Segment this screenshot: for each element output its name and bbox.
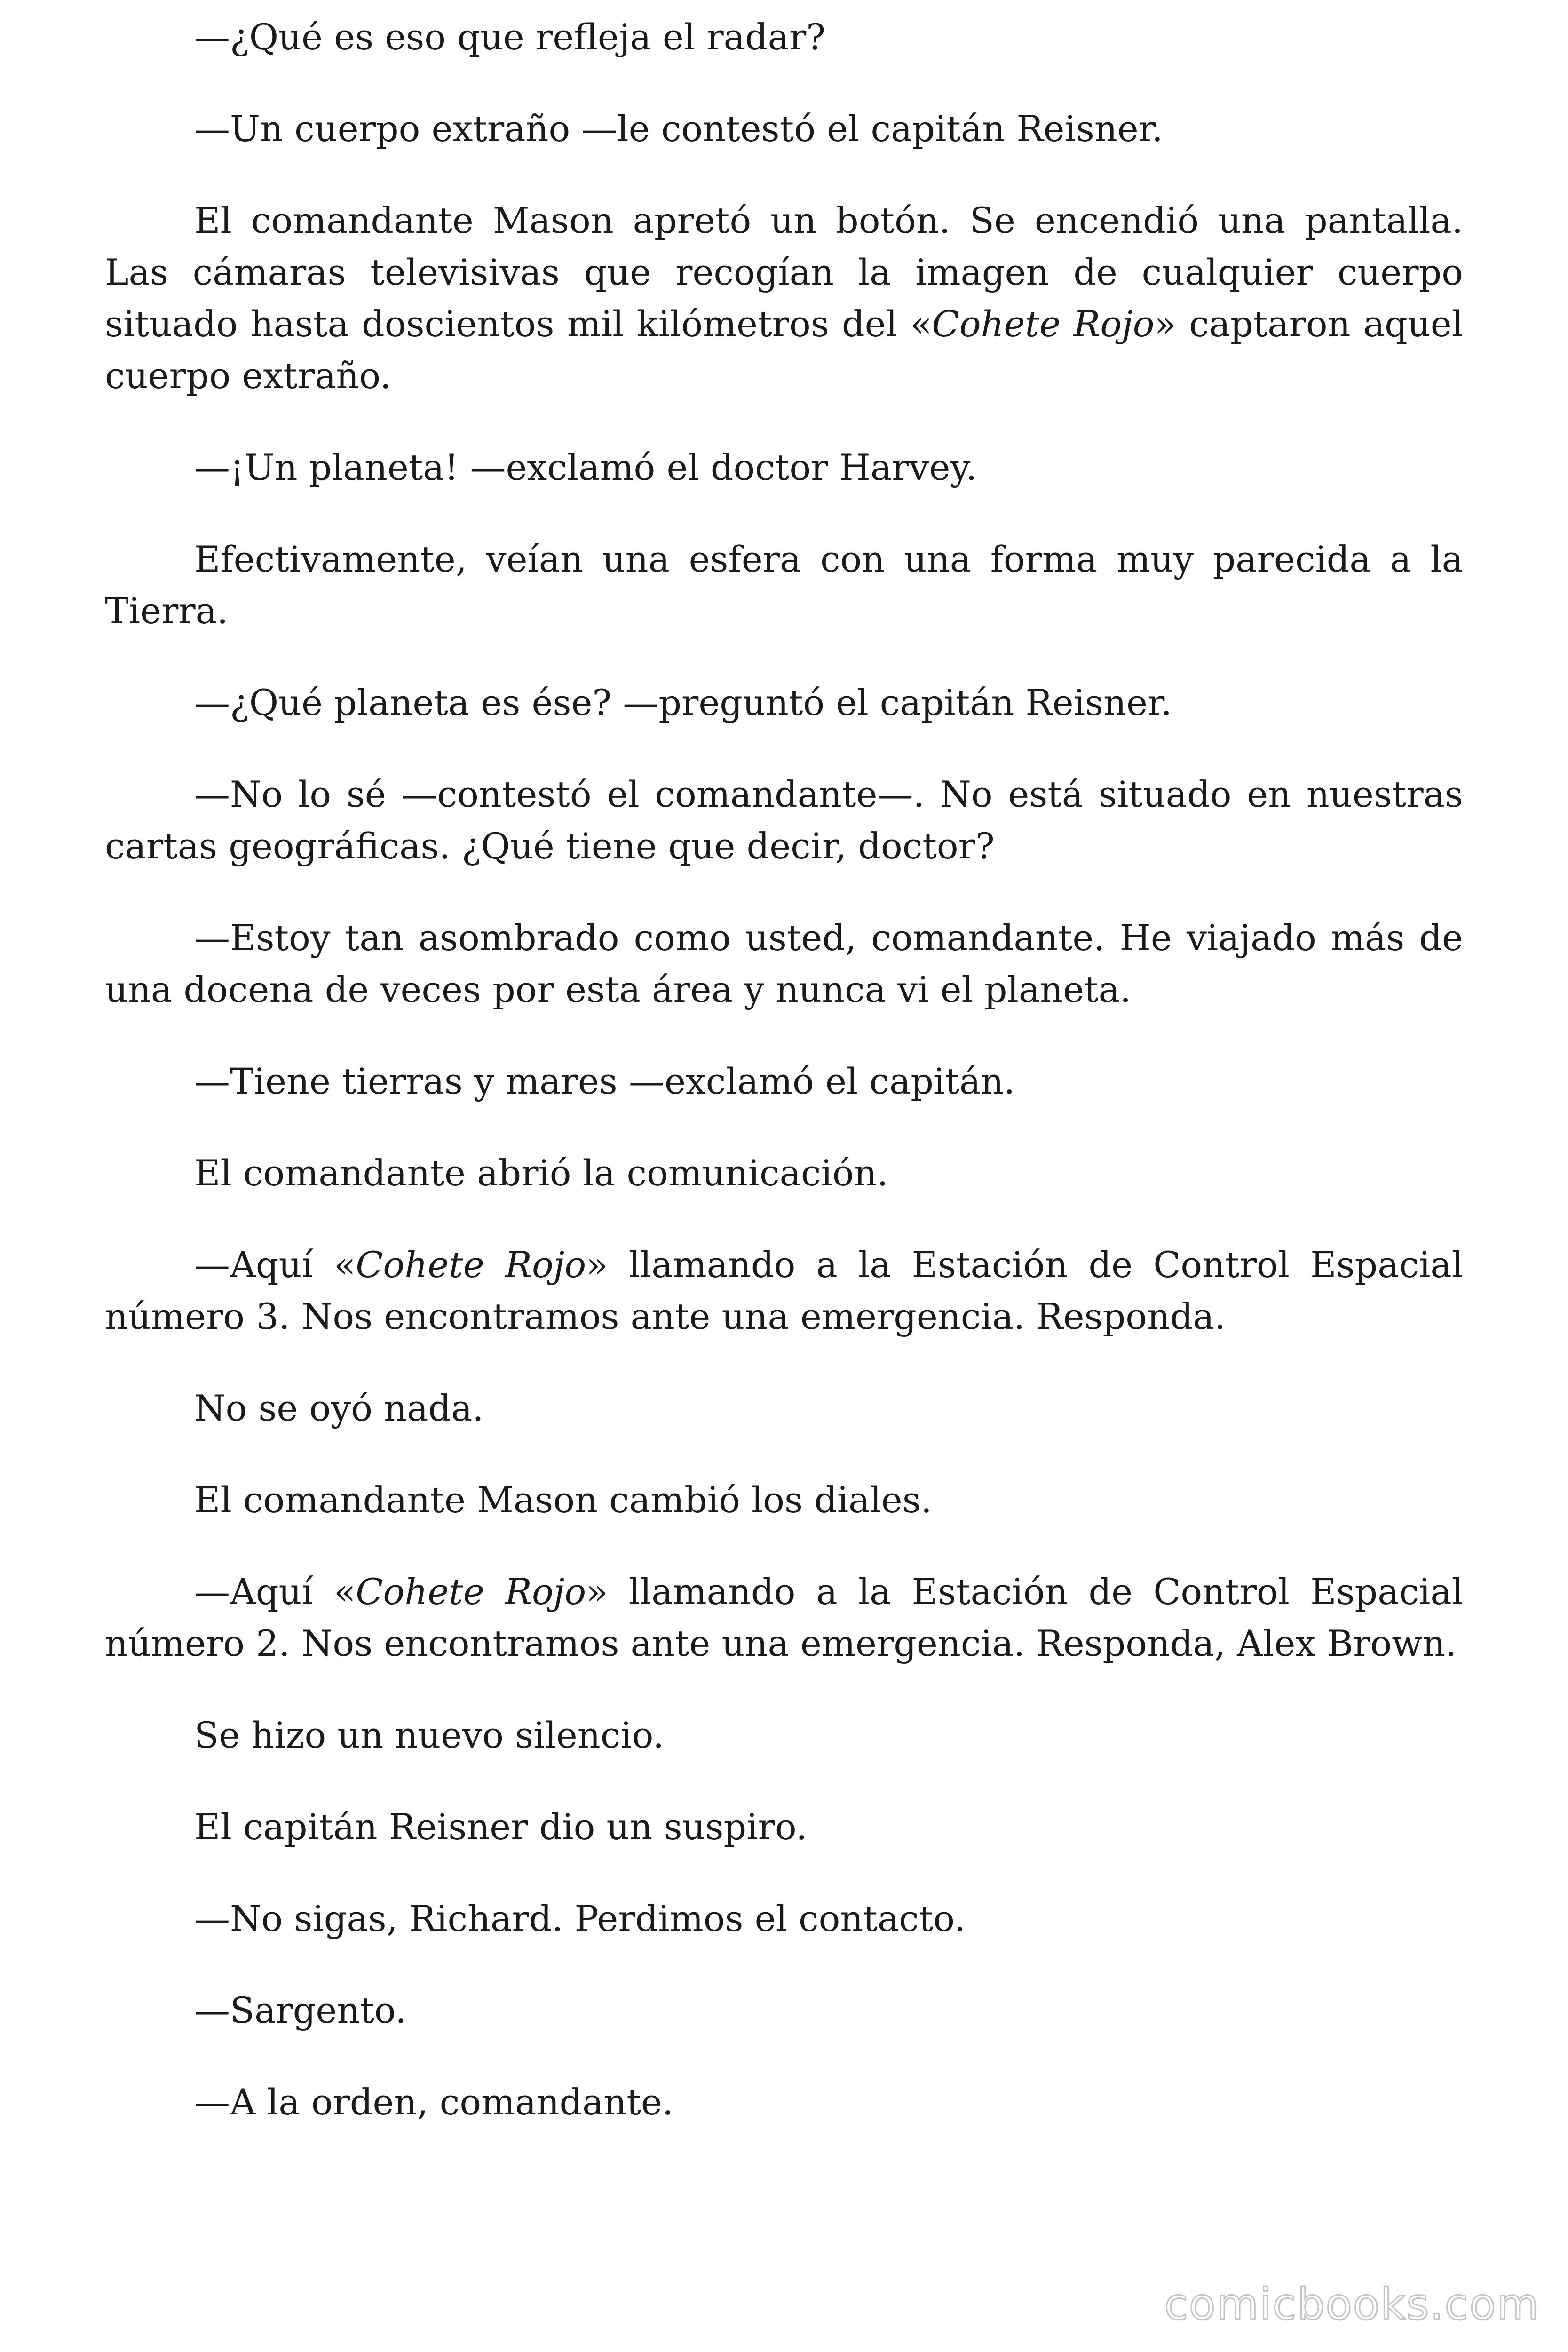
paragraph: Se hizo un nuevo silencio. [194, 1714, 665, 1756]
text-run: » llamando a la Estación de Control Espacial número 3. Nos encontramos ante una emergencia. Responda. [105, 1244, 1463, 1337]
paragraph: No se oyó nada. [194, 1387, 484, 1429]
italic-title: Cohete Rojo [356, 1244, 586, 1286]
paragraph: El comandante Mason cambió los diales. [194, 1479, 932, 1521]
text-run: —Aquí « [194, 1571, 356, 1613]
paragraph [105, 1566, 1463, 1669]
paragraph: —No lo sé —contestó el comandante—. No está situado en nuestras cartas geográficas. ¿Qué tiene que decir, doctor? [105, 773, 1463, 867]
italic-title: Cohete Rojo [932, 303, 1155, 345]
paragraph: El comandante abrió la comunicación. [194, 1152, 888, 1194]
text-run: » llamando a la Estación de Control Espacial número 2. Nos encontramos ante una emergencia. Responda, Alex Brown. [105, 1571, 1463, 1664]
paragraph [105, 195, 1463, 402]
paragraph: Efectivamente, veían una esfera con una forma muy parecida a la Tierra. [105, 538, 1463, 632]
paragraph: —¿Qué planeta es ése? —preguntó el capitán Reisner. [194, 682, 1172, 723]
watermark: comicbooks.com [1164, 2279, 1540, 2329]
paragraph: —Sargento. [194, 1989, 407, 2031]
paragraph: —A la orden, comandante. [194, 2081, 674, 2123]
paragraph: —Estoy tan asombrado como usted, comandante. He viajado más de una docena de veces por esta área y nunca vi el planeta. [105, 917, 1463, 1010]
paragraph: —¡Un planeta! —exclamó el doctor Harvey. [194, 446, 977, 488]
text-run: El comandante Mason apretó un botón. Se encendió una pantalla. Las cámaras televisivas que recogían la imagen de cualquier cuerpo situado hasta doscientos mil kilómetros del « [105, 199, 1463, 345]
book-page [105, 11, 1463, 2168]
paragraph: —No sigas, Richard. Perdimos el contacto. [194, 1898, 966, 1939]
text-run: » captaron aquel cuerpo extraño. [105, 303, 1463, 397]
paragraph: —Tiene tierras y mares —exclamó el capitán. [194, 1060, 1015, 1102]
paragraph [105, 1239, 1463, 1343]
italic-title: Cohete Rojo [356, 1571, 586, 1613]
paragraph: —¿Qué es eso que refleja el radar? [194, 16, 826, 58]
text-run: —Aquí « [194, 1244, 356, 1286]
paragraph: —Un cuerpo extraño —le contestó el capitán Reisner. [194, 108, 1163, 150]
paragraph: El capitán Reisner dio un suspiro. [194, 1806, 808, 1848]
